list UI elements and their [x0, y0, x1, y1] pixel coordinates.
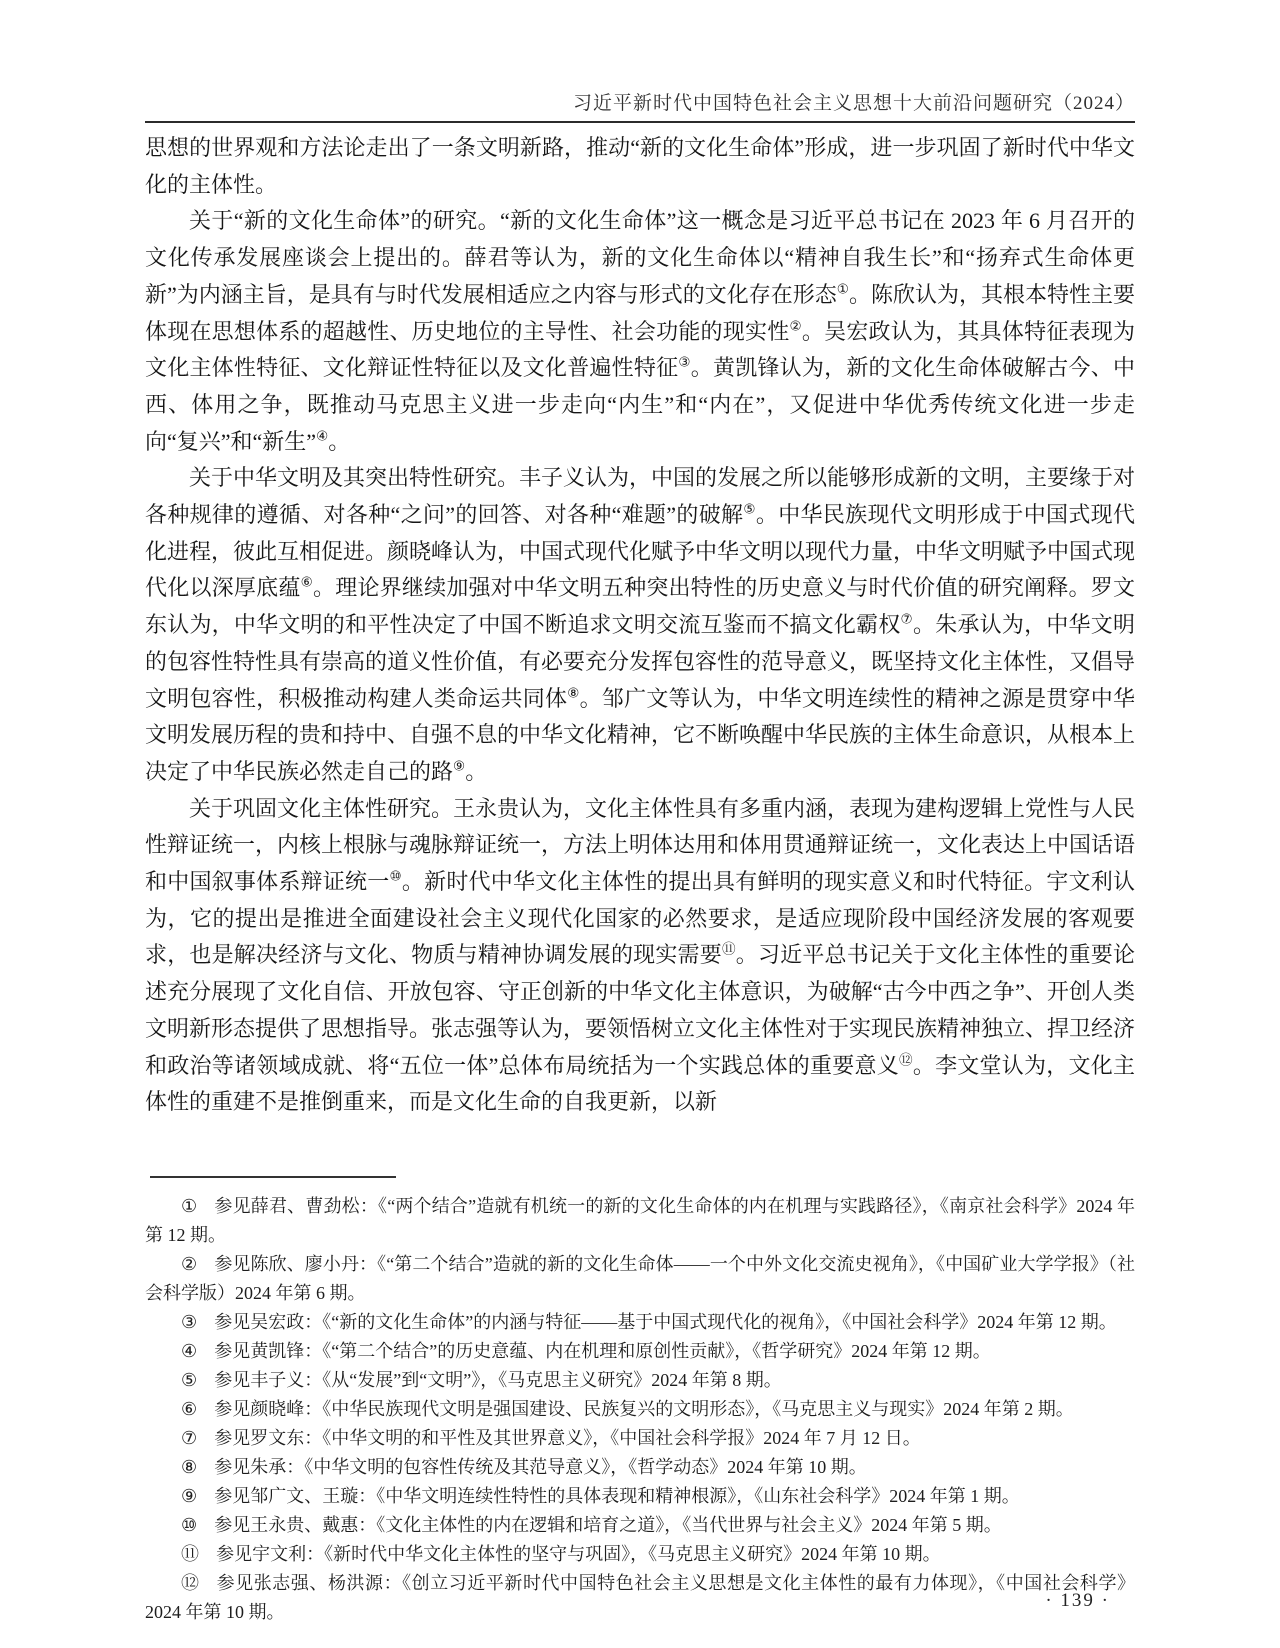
footnote-marker: ⑦ [181, 1428, 198, 1448]
footnote-ref: ⑧ [567, 685, 580, 701]
footnote-text: 参见罗文东：《中华文明的和平性及其世界意义》，《中国社会科学报》2024 年 7 月 12 日。 [214, 1428, 921, 1448]
footnote-item [145, 1540, 1135, 1569]
footnote-ref: ⑥ [300, 575, 313, 591]
footnote-ref: ⑦ [900, 611, 913, 627]
footnote-ref: ④ [316, 428, 329, 444]
footnote-marker: ① [181, 1196, 198, 1216]
footnote-ref: ⑪ [721, 942, 736, 958]
body-paragraph: 关于巩固文化主体性研究。王永贵认为，文化主体性具有多重内涵，表现为建构逻辑上党性与人民性辩证统一，内核上根脉与魂脉辩证统一，方法上明体达用和体用贯通辩证统一，文化表达上中国话语和中国叙事体系辩证统一⑩。新时代中华文化主体性的提出具有鲜明的现实意义和时代特征。宇文利认为，它的提出是推进全面建设社会主义现代化国家的必然要求，是适应现阶段中国经济发展的客观要求，也是解决经济与文化、物质与精神协调发展的现实需要⑪。习近平总书记关于文化主体性的重要论述充分展现了文化自信、开放包容、守正创新的中华文化主体意识，为破解“古今中西之争”、开创人类文明新形态提供了思想指导。张志强等认为，要领悟树立文化主体性对于实现民族精神独立、捍卫经济和政治等诸领域成就、将“五位一体”总体布局统括为一个实践总体的重要意义⑫。李文堂认为，文化主体性的重建不是推倒重来，而是文化生命的自我更新，以新 [145, 795, 1136, 1115]
footnote-text: 参见丰子义：《从“发展”到“文明”》，《马克思主义研究》2024 年第 8 期。 [214, 1370, 782, 1390]
footnotes [145, 1192, 1135, 1627]
footnote-item [145, 1395, 1135, 1424]
footnote-marker: ⑪ [181, 1544, 199, 1564]
page-number: · 139 · [1045, 1590, 1110, 1611]
footnote-item [145, 1366, 1135, 1395]
footnote-marker: ③ [181, 1312, 198, 1332]
footnote-marker: ② [181, 1254, 198, 1274]
footnote-marker: ⑫ [181, 1573, 200, 1593]
footnote-ref: ① [836, 281, 849, 297]
footnote-text: 参见吴宏政：《“新的文化生命体”的内涵与特征——基于中国式现代化的视角》，《中国社会科学》2024 年第 12 期。 [214, 1312, 1117, 1332]
footnote-text: 参见王永贵、戴惠：《文化主体性的内在逻辑和培育之道》，《当代世界与社会主义》2024 年第 5 期。 [214, 1515, 1002, 1535]
footnote-text: 参见宇文利：《新时代中华文化主体性的坚守与巩固》，《马克思主义研究》2024 年第 10 期。 [216, 1544, 941, 1564]
footnote-ref: ⑤ [743, 501, 756, 517]
footnote-item [145, 1337, 1135, 1366]
footnote-marker: ⑧ [181, 1457, 198, 1477]
footnote-item [145, 1192, 1135, 1250]
footnote-marker: ⑨ [181, 1486, 198, 1506]
running-header-title: 习近平新时代中国特色社会主义思想十大前沿问题研究（2024） [572, 93, 1135, 114]
header-rule [145, 121, 1135, 123]
footnote-ref: ② [789, 318, 802, 334]
footnote-marker: ⑩ [181, 1515, 198, 1535]
body-paragraph: 关于“新的文化生命体”的研究。“新的文化生命体”这一概念是习近平总书记在 2023 年 6 月召开的文化传承发展座谈会上提出的。薛君等认为，新的文化生命体以“精神自我生长”和“扬弃式生命体更新”为内涵主旨，是具有与时代发展相适应之内容与形式的文化存在形态①。陈欣认为，其根本特性主要体现在思想体系的超越性、历史地位的主导性、社会功能的现实性②。吴宏政认为，其具体特征表现为文化主体性特征、文化辩证性特征以及文化普遍性特征③。黄凯锋认为，新的文化生命体破解古今、中西、体用之争，既推动马克思主义进一步走向“内生”和“内在”，又促进中华优秀传统文化进一步走向“复兴”和“新生”④。 [145, 208, 1136, 454]
footnote-item [145, 1308, 1135, 1337]
footnote-text: 参见张志强、杨洪源：《创立习近平新时代中国特色社会主义思想是文化主体性的最有力体现》，《中国社会科学》2024 年第 10 期。 [145, 1573, 1136, 1622]
footnote-text: 参见黄凯锋：《“第二个结合”的历史意蕴、内在机理和原创性贡献》，《哲学研究》2024 年第 12 期。 [214, 1341, 991, 1361]
footnote-marker: ④ [181, 1341, 198, 1361]
footnote-item [145, 1453, 1135, 1482]
body-paragraph: 关于中华文明及其突出特性研究。丰子义认为，中国的发展之所以能够形成新的文明，主要缘于对各种规律的遵循、对各种“之问”的回答、对各种“难题”的破解⑤。中华民族现代文明形成于中国式现代化进程，彼此互相促进。颜晓峰认为，中国式现代化赋予中华文明以现代力量，中华文明赋予中国式现代化以深厚底蕴⑥。理论界继续加强对中华文明五种突出特性的历史意义与时代价值的研究阐释。罗文东认为，中华文明的和平性决定了中国不断追求文明交流互鉴而不搞文化霸权⑦。朱承认为，中华文明的包容性特性具有崇高的道义性价值，有必要充分发挥包容性的范导意义，既坚持文化主体性，又倡导文明包容性，积极推动构建人类命运共同体⑧。邹广文等认为，中华文明连续性的精神之源是贯穿中华文明发展历程的贵和持中、自强不息的中华文化精神，它不断唤醒中华民族的主体生命意识，从根本上决定了中华民族必然走自己的路⑨。 [145, 465, 1136, 784]
footnote-ref: ③ [678, 354, 691, 370]
footnote-marker: ⑥ [181, 1399, 198, 1419]
footnote-marker: ⑤ [181, 1370, 198, 1390]
footnote-text: 参见朱承：《中华文明的包容性传统及其范导意义》，《哲学动态》2024 年第 10 期。 [214, 1457, 867, 1477]
footnote-text: 参见陈欣、廖小丹：《“第二个结合”造就的新的文化生命体——一个中外文化交流史视角》，《中国矿业大学学报》（社会科学版）2024 年第 6 期。 [145, 1254, 1135, 1303]
footnote-text: 参见邹广文、王璇：《中华文明连续性特性的具体表现和精神根源》，《山东社会科学》2024 年第 1 期。 [214, 1486, 1020, 1506]
footnote-text: 参见颜晓峰：《中华民族现代文明是强国建设、民族复兴的文明形态》，《马克思主义与现实》2024 年第 2 期。 [214, 1399, 1074, 1419]
article-body [145, 130, 1135, 1121]
footnote-ref: ⑫ [898, 1052, 913, 1068]
footnote-item [145, 1424, 1135, 1453]
body-paragraph: 思想的世界观和方法论走出了一条文明新路，推动“新的文化生命体”形成，进一步巩固了新时代中华文化的主体性。 [145, 135, 1135, 197]
footnote-item [145, 1482, 1135, 1511]
footnote-item [145, 1250, 1135, 1308]
footnote-item [145, 1511, 1135, 1540]
footnote-ref: ⑨ [453, 758, 466, 774]
footnote-text: 参见薛君、曹劲松：《“两个结合”造就有机统一的新的文化生命体的内在机理与实践路径》，《南京社会科学》2024 年第 12 期。 [145, 1196, 1135, 1245]
footnote-separator [150, 1176, 396, 1178]
footnote-ref: ⑩ [389, 868, 402, 884]
